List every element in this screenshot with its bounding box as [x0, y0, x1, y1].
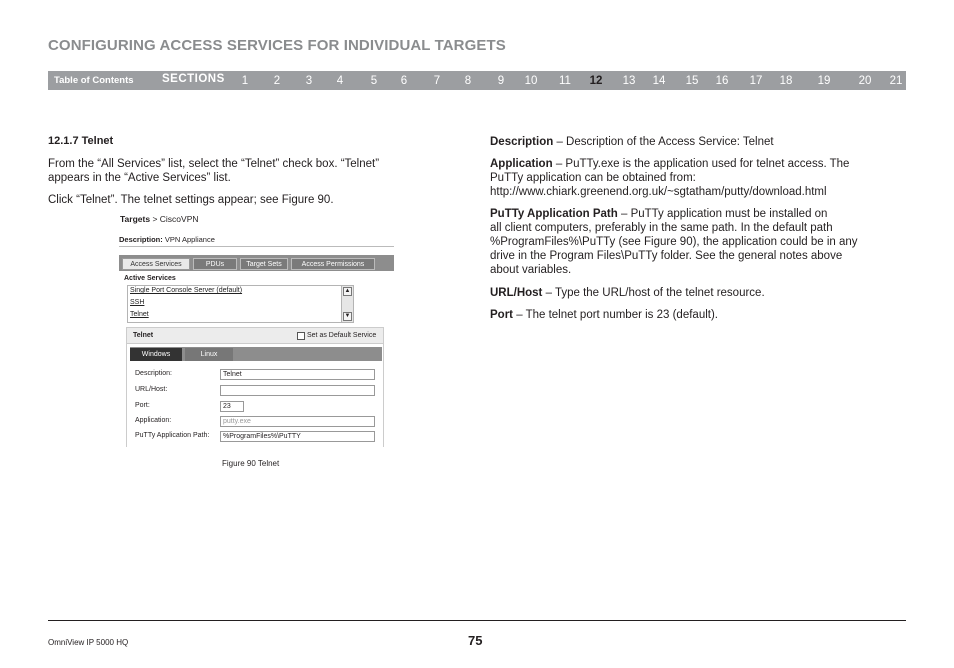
footer-divider: [48, 620, 906, 621]
tab-access-services[interactable]: Access Services: [122, 258, 190, 270]
tab-target-sets[interactable]: Target Sets: [240, 258, 288, 270]
term: URL/Host: [490, 287, 543, 299]
port-definition: [490, 308, 718, 322]
definition: – PuTTy application must be installed on: [617, 208, 828, 220]
scroll-up-icon[interactable]: ▲: [344, 288, 351, 294]
divider: [119, 246, 394, 247]
download-url: http://www.chiark.greenend.org.uk/~sgtatham/putty/download.html: [490, 186, 827, 198]
description-definition: [490, 135, 774, 149]
section-link-18[interactable]: 18: [779, 75, 793, 87]
paragraph-line: [490, 207, 858, 221]
tab-access-permissions[interactable]: Access Permissions: [291, 258, 375, 270]
putty-path-input[interactable]: %ProgramFiles%\PuTTY: [220, 431, 375, 442]
section-link-21[interactable]: 21: [889, 75, 903, 87]
section-link-9[interactable]: 9: [497, 75, 505, 87]
definition: – The telnet port number is 23 (default).: [513, 309, 718, 321]
list-item-single-port[interactable]: Single Port Console Server (default): [130, 287, 243, 294]
putty-path-field-label: PuTTy Application Path:: [135, 432, 210, 439]
paragraph-line: all client computers, preferably in the same path. In the default path: [490, 222, 833, 234]
figure-caption: Figure 90 Telnet: [222, 459, 280, 468]
active-services-list[interactable]: [127, 285, 354, 323]
application-input[interactable]: putty.exe: [220, 416, 375, 427]
term: PuTTy Application Path: [490, 208, 618, 220]
section-link-19[interactable]: 19: [817, 75, 831, 87]
paragraph-line: PuTTy application can be obtained from:: [490, 172, 696, 184]
tab-windows[interactable]: Windows: [130, 348, 182, 361]
paragraph-line: about variables.: [490, 264, 572, 276]
default-service-label: Set as Default Service: [307, 332, 377, 339]
port-input[interactable]: 23: [220, 401, 244, 412]
section-link-20[interactable]: 20: [858, 75, 872, 87]
tab-linux[interactable]: Linux: [185, 348, 233, 361]
telnet-settings-panel: [126, 327, 384, 447]
paragraph-line: drive in the Program Files\PuTTy folder. See the general notes above: [490, 250, 843, 262]
telnet-panel-title: Telnet: [133, 332, 154, 339]
instructions-paragraph-2: Click “Telnet”. The telnet settings appear; see Figure 90.: [48, 194, 334, 206]
section-link-4[interactable]: 4: [336, 75, 344, 87]
paragraph-line: [490, 157, 849, 171]
section-link-3[interactable]: 3: [305, 75, 313, 87]
section-link-12[interactable]: 12: [589, 75, 603, 87]
footer-product-name: OmniView IP 5000 HQ: [48, 638, 129, 647]
target-description: [119, 235, 215, 244]
paragraph-line: %ProgramFiles%\PuTTy (see Figure 90), the application could be in any: [490, 236, 858, 248]
term: Port: [490, 309, 513, 321]
tab-pdus[interactable]: PDUs: [193, 258, 237, 270]
definition: – Type the URL/host of the telnet resource.: [542, 287, 765, 299]
active-services-title: Active Services: [124, 275, 176, 282]
target-label: Targets: [120, 214, 151, 224]
port-field-label: Port:: [135, 402, 150, 409]
application-field-label: Application:: [135, 417, 172, 424]
term: Description: [490, 136, 554, 148]
section-link-11[interactable]: 11: [559, 75, 571, 87]
definition: – Description of the Access Service: Telnet: [553, 136, 774, 148]
os-subtabs: [130, 347, 382, 361]
section-link-2[interactable]: 2: [273, 75, 281, 87]
paragraph-line: appears in the “Active Services” list.: [48, 172, 231, 184]
target-tabbar: [119, 255, 394, 271]
breadcrumb-separator: >: [150, 214, 160, 224]
definition: – PuTTy.exe is the application used for telnet access. The: [552, 158, 850, 170]
putty-path-definition: [490, 207, 858, 277]
url-host-definition: [490, 286, 765, 300]
description-field-label: Description:: [135, 370, 172, 377]
list-item-telnet[interactable]: Telnet: [130, 311, 149, 318]
list-scrollbar[interactable]: [341, 285, 354, 323]
description-value: VPN Appliance: [162, 235, 215, 244]
section-link-7[interactable]: 7: [433, 75, 441, 87]
section-link-8[interactable]: 8: [464, 75, 472, 87]
target-value: CiscoVPN: [159, 214, 199, 224]
page-number: 75: [468, 633, 483, 648]
telnet-panel-header: [127, 328, 383, 344]
paragraph-line: From the “All Services” list, select the “Telnet” check box. “Telnet”: [48, 158, 380, 170]
target-breadcrumb: [120, 214, 199, 224]
section-link-13[interactable]: 13: [622, 75, 636, 87]
section-link-14[interactable]: 14: [652, 75, 666, 87]
term: Application: [490, 158, 553, 170]
section-heading: 12.1.7 Telnet: [48, 135, 114, 147]
section-link-10[interactable]: 10: [524, 75, 538, 87]
scroll-down-icon[interactable]: ▼: [344, 313, 351, 319]
page-header-title: CONFIGURING ACCESS SERVICES FOR INDIVIDUAL TARGETS: [48, 37, 506, 54]
section-link-15[interactable]: 15: [685, 75, 699, 87]
figure-telnet-screenshot: [113, 209, 394, 447]
description-input[interactable]: Telnet: [220, 369, 375, 380]
section-link-17[interactable]: 17: [749, 75, 763, 87]
default-service-checkbox[interactable]: [297, 332, 305, 340]
list-item-ssh[interactable]: SSH: [130, 299, 145, 306]
section-link-1[interactable]: 1: [241, 75, 249, 87]
section-navbar: [48, 71, 906, 90]
section-link-5[interactable]: 5: [370, 75, 378, 87]
instructions-paragraph-1: [48, 157, 379, 185]
url-host-input[interactable]: [220, 385, 375, 396]
sections-label: SECTIONS: [162, 73, 225, 85]
section-link-6[interactable]: 6: [400, 75, 408, 87]
table-of-contents-link[interactable]: Table of Contents: [54, 75, 134, 86]
section-link-16[interactable]: 16: [715, 75, 729, 87]
application-definition: [490, 157, 849, 199]
description-label: Description:: [119, 235, 163, 244]
url-host-field-label: URL/Host:: [135, 386, 168, 393]
